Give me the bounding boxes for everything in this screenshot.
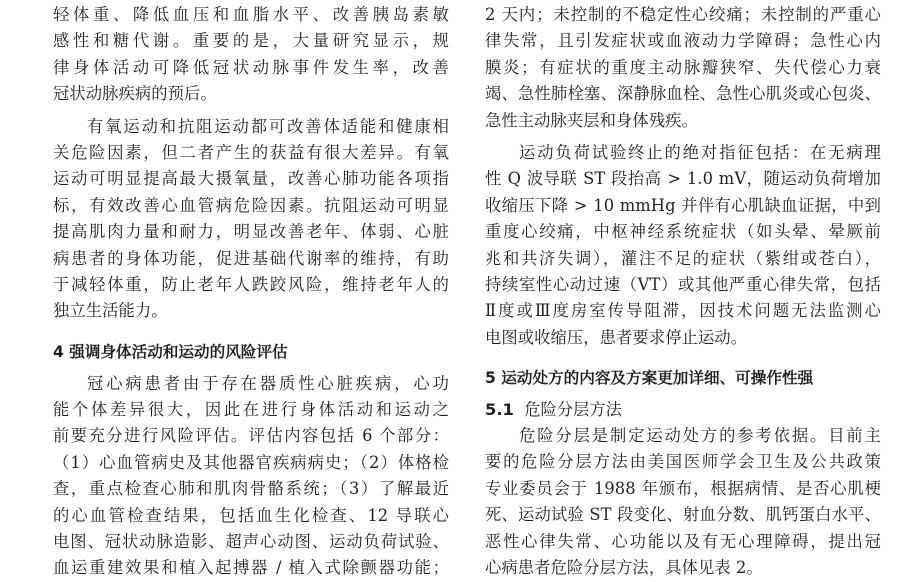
text-line: 电图或收缩压，患者要求停止运动。 — [485, 327, 748, 347]
text-line: 性 Q 波导联 ST 段抬高 > 1.0 mV，随运动负荷增加 — [485, 169, 881, 189]
text-line: 轻体重、降低血压和血脂水平、改善胰岛素敏 — [53, 5, 449, 24]
subsection-number: 5.1 — [485, 400, 514, 420]
subsection-title: 危险分层方法 — [524, 400, 622, 420]
text-line: 死、运动试验 ST 段变化、射血分数、肌钙蛋白水平、 — [485, 505, 881, 525]
section-4-heading: 4 强调身体活动和运动的风险评估 — [53, 342, 288, 361]
subsection-5-1-heading — [485, 397, 881, 423]
text-line: 的心血管检查结果，包括血生化检查、12 导联心 — [53, 505, 449, 525]
text-line: 律失常，且引发症状或血液动力学障碍；急性心内 — [485, 31, 881, 51]
text-line: 有氧运动和抗阻运动都可改善体适能和健康相 — [87, 116, 449, 136]
text-line: 运动可明显提高最大摄氧量，改善心肺功能各项指 — [53, 169, 449, 189]
text-line: （1）心血管病史及其他器官疾病病史；（2）体格检 — [53, 452, 449, 472]
left-paragraph-2 — [53, 114, 449, 325]
text-line: 冠心病患者由于存在器质性心脏疾病，心功 — [87, 373, 449, 393]
text-line: 感性和糖代谢。重要的是，大量研究显示，规 — [53, 31, 449, 51]
text-line: 提高肌肉力量和耐力，明显改善老年、体弱、心脏 — [53, 222, 449, 242]
text-line: 竭、急性肺栓塞、深静脉血栓、急性心肌炎或心包炎、 — [485, 84, 881, 104]
text-line: 心病患者危险分层方法，具体见表 2。 — [485, 558, 763, 578]
right-paragraph-2 — [485, 140, 881, 351]
right-paragraph-1 — [485, 2, 881, 134]
text-line: 标，有效改善心血管病危险因素。抗阻运动可明显 — [53, 195, 449, 215]
left-column — [53, 2, 449, 582]
text-line: 于减轻体重，防止老年人跌跤风险，维持老年人的 — [53, 274, 449, 294]
text-line: 冠状动脉疾病的预后。 — [53, 84, 217, 104]
text-line: 重度心绞痛，中枢神经系统症状（如头晕、晕厥前 — [485, 222, 881, 242]
text-line: 电图、冠状动脉造影、超声心动图、运动负荷试验、 — [53, 532, 449, 552]
right-column — [485, 2, 881, 581]
text-line: Ⅱ度或Ⅲ度房室传导阻滞，因技术问题无法监测心 — [485, 301, 881, 321]
text-line: 运动负荷试验终止的绝对指征包括：在无病理 — [519, 142, 881, 162]
text-line: 前要充分进行风险评估。评估内容包括 6 个部分： — [53, 426, 449, 446]
text-line: 病患者的身体功能，促进基础代谢率的维持，有助 — [53, 248, 449, 268]
text-line: 膜炎；有症状的重度主动脉瓣狭窄、失代偿心力衰 — [485, 57, 881, 77]
section-5-heading: 5 运动处方的内容及方案更加详细、可操作性强 — [485, 369, 814, 388]
text-line: 恶性心律失常、心功能以及有无心理障碍，提出冠 — [485, 531, 881, 551]
text-line: 要的危险分层方法由美国医师学会卫生及公共政策 — [485, 452, 881, 472]
text-line: 急性主动脉夹层和身体残疾。 — [485, 110, 698, 130]
left-paragraph-3 — [53, 371, 449, 582]
text-line: 律身体活动可降低冠状动脉事件发生率，改善 — [53, 57, 449, 77]
right-paragraph-3 — [485, 423, 881, 581]
text-line: 兆和共济失调），灌注不足的症状（紫绀或苍白）， — [485, 248, 881, 268]
text-line: 持续室性心动过速（VT）或其他严重心律失常，包括 — [485, 274, 881, 294]
left-paragraph-1 — [53, 2, 449, 108]
text-line: 血运重建效果和植入起搏器 / 植入式除颤器功能； — [53, 558, 449, 578]
text-line: 查，重点检查心肺和肌肉骨骼系统；（3）了解最近 — [53, 479, 449, 499]
text-line: 独立生活能力。 — [53, 301, 168, 321]
text-line: 关危险因素，但二者产生的获益有很大差异。有氧 — [53, 142, 449, 162]
text-line: 2 天内；未控制的不稳定性心绞痛；未控制的严重心 — [485, 5, 881, 24]
text-line: 危险分层是制定运动处方的参考依据。目前主 — [519, 426, 881, 446]
text-line: 能个体差异很大，因此在进行身体活动和运动之 — [53, 400, 449, 420]
text-line: 专业委员会于 1988 年颁布，根据病情、是否心肌梗 — [485, 478, 881, 498]
text-line: 收缩压下降 > 10 mmHg 并伴有心肌缺血证据，中到 — [485, 195, 881, 215]
